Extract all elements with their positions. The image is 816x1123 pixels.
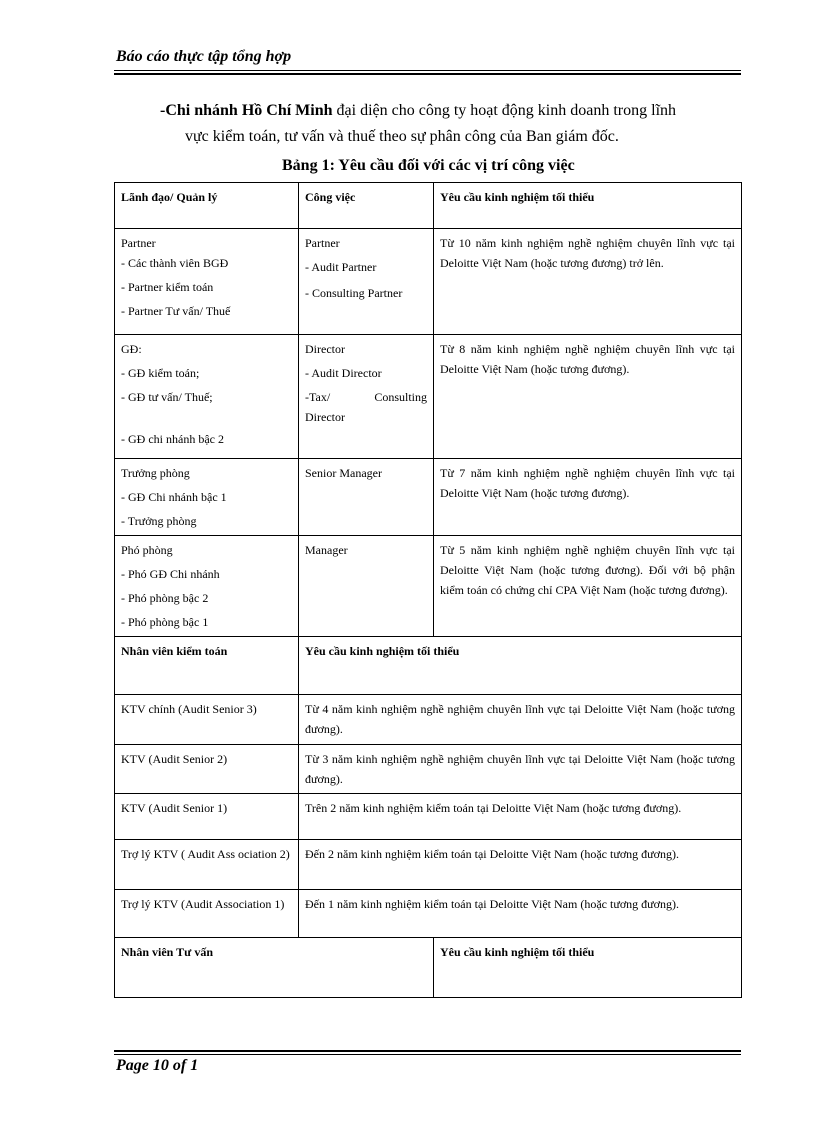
footer-rule-thick	[114, 1050, 741, 1052]
header-rule-thin	[114, 70, 741, 71]
consult-header-row	[115, 938, 742, 998]
role-line: - Partner Tư vấn/ Thuế	[121, 304, 231, 318]
job-cell	[299, 536, 434, 637]
role-line: Trưởng phòng	[121, 466, 190, 480]
table-row	[115, 794, 742, 840]
table-row	[115, 890, 742, 938]
role-line: - Phó GĐ Chi nhánh	[121, 567, 220, 581]
table-row	[115, 459, 742, 536]
job-line: - Audit Director	[305, 366, 382, 380]
job-line: - Consulting Partner	[305, 286, 403, 300]
job-cell	[299, 459, 434, 536]
audit-header-row	[115, 637, 742, 695]
header-consult-staff: Nhân viên Tư vấn	[115, 938, 434, 998]
header-audit-requirement: Yêu cầu kinh nghiệm tối thiểu	[299, 637, 742, 695]
position-cell: Trợ lý KTV ( Audit Ass ociation 2)	[115, 840, 299, 890]
requirement-cell: Đến 1 năm kinh nghiệm kiểm toán tại Deloitte Việt Nam (hoặc tương đương).	[299, 890, 742, 938]
header-requirement: Yêu cầu kinh nghiệm tối thiểu	[434, 183, 742, 229]
job-line: Senior Manager	[305, 466, 382, 480]
job-line: Manager	[305, 543, 348, 557]
table-row	[115, 335, 742, 459]
table-row	[115, 840, 742, 890]
table-row	[115, 536, 742, 637]
requirement-cell: Trên 2 năm kinh nghiệm kiểm toán tại Deloitte Việt Nam (hoặc tương đương).	[299, 794, 742, 840]
requirement-cell: Từ 7 năm kinh nghiệm nghề nghiệm chuyên lĩnh vực tại Deloitte Việt Nam (hoặc tương đương).	[434, 459, 742, 536]
role-cell	[115, 536, 299, 637]
role-line: - Phó phòng bậc 2	[121, 591, 209, 605]
role-line: - GĐ chi nhánh bậc 2	[121, 432, 224, 446]
job-line: - Audit Partner	[305, 260, 377, 274]
header-rule-thick	[114, 73, 741, 75]
intro-line2: vực kiểm toán, tư vấn và thuế theo sự phân công của Ban giám đốc.	[185, 128, 619, 145]
role-line: - GĐ kiểm toán;	[121, 366, 200, 380]
role-line: GĐ:	[121, 342, 142, 356]
requirements-table	[114, 182, 742, 998]
job-line: Director	[305, 342, 345, 356]
table-row	[115, 695, 742, 745]
job-cell	[299, 229, 434, 335]
intro-bold-lead: -Chi nhánh Hồ Chí Minh	[160, 102, 333, 119]
role-line: Phó phòng	[121, 543, 173, 557]
requirement-cell: Từ 5 năm kinh nghiệm nghề nghiệm chuyên lĩnh vực tại Deloitte Việt Nam (hoặc tương đương). Đối với bộ phận kiểm toán có chứng chỉ CPA Việt Nam (hoặc tương đương).	[434, 536, 742, 637]
role-cell	[115, 459, 299, 536]
position-cell: KTV (Audit Senior 1)	[115, 794, 299, 840]
requirement-cell: Từ 8 năm kinh nghiệm nghề nghiệm chuyên lĩnh vực tại Deloitte Việt Nam (hoặc tương đương).	[434, 335, 742, 459]
table-row	[115, 745, 742, 794]
role-line: - Các thành viên BGĐ	[121, 256, 229, 270]
requirement-cell: Đến 2 năm kinh nghiệm kiểm toán tại Deloitte Việt Nam (hoặc tương đương).	[299, 840, 742, 890]
job-line: Partner	[305, 236, 340, 250]
role-line: Partner	[121, 236, 156, 250]
header-consult-requirement: Yêu cầu kinh nghiệm tối thiểu	[434, 938, 742, 998]
position-cell: KTV chính (Audit Senior 3)	[115, 695, 299, 745]
role-line: - Trưởng phòng	[121, 514, 197, 528]
job-cell	[299, 335, 434, 459]
role-cell	[115, 229, 299, 335]
table-row	[115, 229, 742, 335]
requirement-cell: Từ 3 năm kinh nghiệm nghề nghiệm chuyên lĩnh vực tại Deloitte Việt Nam (hoặc tương đương).	[299, 745, 742, 794]
role-line: - Partner kiểm toán	[121, 280, 214, 294]
requirement-cell: Từ 10 năm kinh nghiệm nghề nghiệm chuyên lĩnh vực tại Deloitte Việt Nam (hoặc tương đương) trở lên.	[434, 229, 742, 335]
header-job: Công việc	[299, 183, 434, 229]
role-line: - GĐ tư vấn/ Thuế;	[121, 390, 213, 404]
header-title: Báo cáo thực tập tổng hợp	[116, 48, 292, 65]
requirement-cell: Từ 4 năm kinh nghiệm nghề nghiệm chuyên lĩnh vực tại Deloitte Việt Nam (hoặc tương đương).	[299, 695, 742, 745]
intro-paragraph	[160, 98, 760, 150]
header-audit-staff: Nhân viên kiểm toán	[115, 637, 299, 695]
header-leadership: Lãnh đạo/ Quản lý	[115, 183, 299, 229]
position-cell: Trợ lý KTV (Audit Association 1)	[115, 890, 299, 938]
table-header-row	[115, 183, 742, 229]
page-number: Page 10 of 1	[116, 1057, 199, 1074]
role-cell	[115, 335, 299, 459]
job-line: -Tax/ Consulting Director	[305, 390, 427, 424]
role-line: - GĐ Chi nhánh bậc 1	[121, 490, 227, 504]
role-line: - Phó phòng bậc 1	[121, 615, 209, 629]
footer-rule-thin	[114, 1054, 741, 1055]
table-caption: Bảng 1: Yêu cầu đối với các vị trí công việc	[282, 157, 575, 174]
position-cell: KTV (Audit Senior 2)	[115, 745, 299, 794]
intro-line1-rest: đại diện cho công ty hoạt động kinh doanh trong lĩnh	[332, 102, 677, 119]
